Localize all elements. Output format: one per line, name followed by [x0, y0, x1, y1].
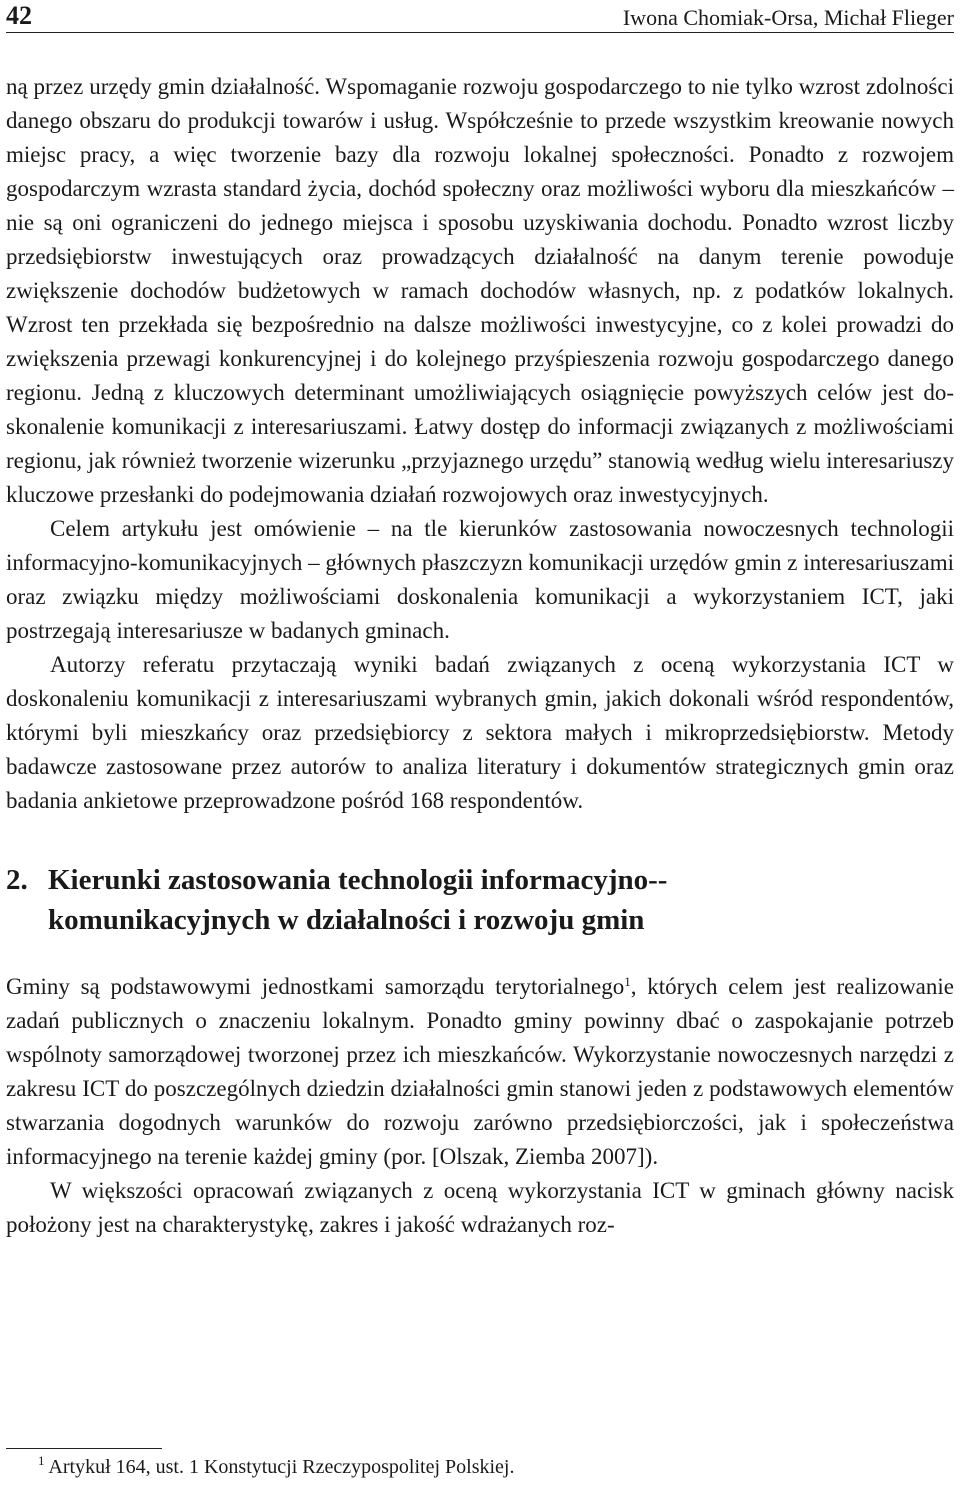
- footnote-reference[interactable]: 1: [624, 974, 631, 989]
- running-header: [6, 2, 954, 33]
- paragraph-4-start: Gminy są podstawowymi jednostkami samorządu terytorialnego: [6, 974, 625, 999]
- paragraph-5: W większości opracowań związanych z oceną wykorzystania ICT w gminach główny nacisk położony jest na charakterystykę, zakres i jakość wdrażanych roz-: [6, 1178, 954, 1237]
- section-number: 2.: [6, 864, 28, 896]
- footnote-text: Artykuł 164, ust. 1 Konstytucji Rzeczypospolitej Polskiej.: [48, 1456, 515, 1478]
- paragraph-1: ną przez urzędy gmin działalność. Wspomaganie rozwoju gospodarczego to nie tylko wzrost zdolności danego obszaru do produkcji towarów i usług. Współcześnie to przede wszystkim kreowanie nowych miejsc pracy, a więc tworzenie bazy dla rozwoju lokalnej społeczności. Ponadto z rozwojem gospodarczym wzrasta standard życia, dochód społeczny oraz możliwości wyboru dla mieszkańców – nie są oni ograniczeni do jednego miejsca i sposobu uzyskiwania dochodu. Ponadto wzrost liczby przedsiębiorstw inwestujących oraz prowadzących działalność na danym terenie powoduje zwiększenie dochodów budżetowych w ramach dochodów własnych, np. z podatków lokalnych. Wzrost ten przekłada się bezpośrednio na dalsze możliwości inwestycyjne, co z kolei prowadzi do zwiększenia przewagi konkurencyjnej i do kolejnego przyśpieszenia rozwoju gospodarczego danego regionu. Jedną z kluczowych determinant umożliwiających osiągnięcie powyższych celów jest doskonalenie komunikacji z interesariuszami. Łatwy dostęp do informacji związanych z możliwościami regionu, jak również tworzenie wizerunku „przyjaznego urzędu” stanowią według wielu interesariuszy kluczowe przesłanki do podejmowania działań rozwojowych oraz inwestycyjnych.: [6, 74, 954, 507]
- footnote: [38, 1455, 514, 1479]
- footnote-divider: [6, 1448, 162, 1449]
- paragraph-2: Celem artykułu jest omówienie – na tle kierunków zastosowania nowoczesnych technologii informacyjno-komunikacyjnych – głównych płaszczyzn komunikacji urzędów gmin z interesariuszami oraz związku między możliwościami doskonalenia komunikacji a wykorzystaniem ICT, jaki postrzegają interesariusze w badanych gminach.: [6, 516, 954, 643]
- section-title: Kierunki zastosowania technologii informacyjno--komunikacyjnych w działalności i rozwoju gmin: [48, 864, 668, 936]
- footnote-marker: 1: [38, 1453, 45, 1468]
- section-heading: [6, 860, 954, 940]
- document-page: [6, 0, 954, 1485]
- paragraph-4: [6, 970, 954, 1174]
- paragraph-4-rest: , których celem jest realizowanie zadań publicznych o znaczeniu lokalnym. Ponadto gminy powinny dbać o zaspokajanie potrzeb wspólnoty samorządowej tworzonej przez ich mieszkańców. Wykorzystanie nowoczesnych narzędzi z zakresu ICT do poszczególnych dziedzin działalności gmin stanowi jeden z podstawowych elementów stwarzania dogodnych warunków do rozwoju zarówno przedsiębiorczości, jak i społeczeństwa informacyjnego na terenie każdej gminy (por. [Olszak, Ziemba 2007]).: [6, 974, 954, 1169]
- running-header-authors: Iwona Chomiak-Orsa, Michał Flieger: [622, 5, 954, 30]
- body-text: [6, 70, 954, 1242]
- page-number: 42: [6, 1, 32, 30]
- paragraph-3: Autorzy referatu przytaczają wyniki badań związanych z oceną wykorzystania ICT w doskonaleniu komunikacji z interesariuszami wybranych gmin, jakich dokonali wśród respondentów, którymi byli mieszkańcy oraz przedsiębiorcy z sektora małych i mikroprzedsiębiorstw. Metody badawcze zastosowane przez autorów to analiza literatury i dokumentów strategicznych gmin oraz badania ankietowe przeprowadzone pośród 168 respondentów.: [6, 652, 954, 813]
